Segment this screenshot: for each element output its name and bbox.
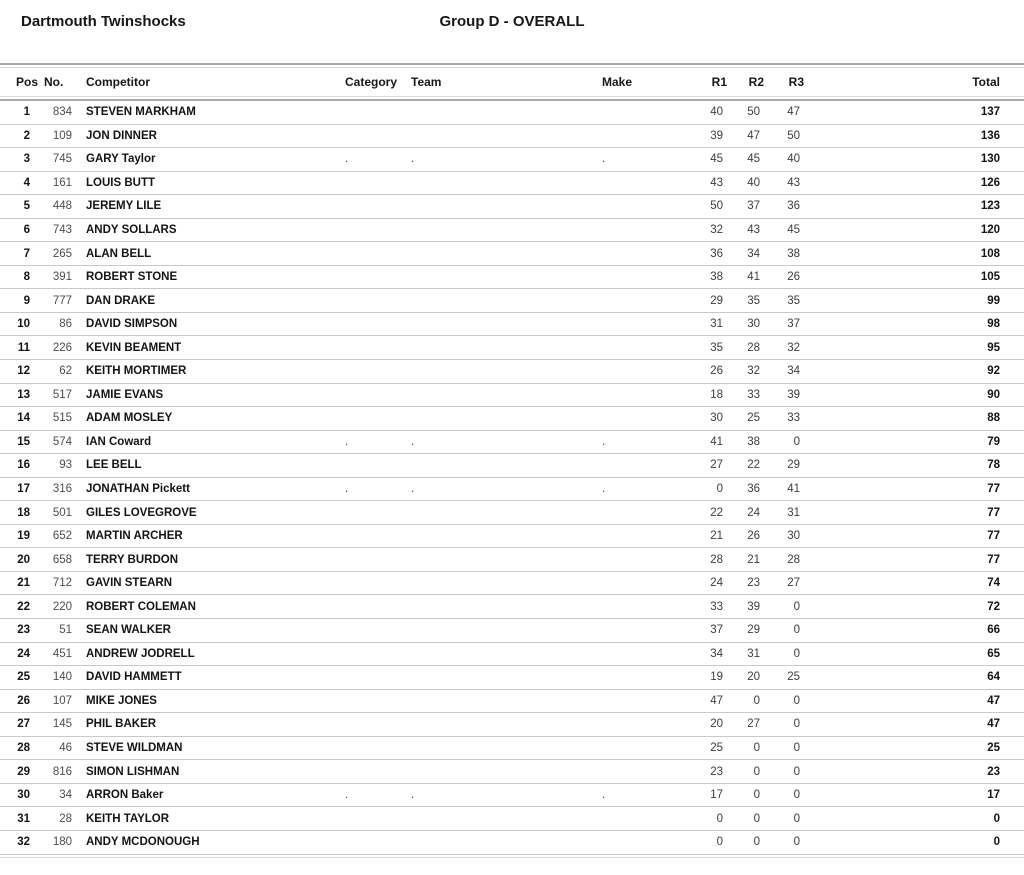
cell-r2: 32: [747, 365, 760, 378]
cell-total: 77: [987, 506, 1000, 519]
table-row: [0, 172, 1024, 196]
cell-r1: 27: [710, 459, 723, 472]
col-header-no: No.: [44, 75, 64, 89]
cell-no: 451: [52, 647, 72, 660]
cell-pos: 25: [17, 671, 30, 684]
cell-r1: 0: [716, 812, 723, 825]
cell-r3: 29: [787, 459, 800, 472]
cell-no: 834: [52, 106, 72, 119]
cell-pos: 15: [17, 435, 30, 448]
cell-competitor: PHIL BAKER: [86, 718, 157, 731]
table-row: [0, 478, 1024, 502]
cell-no: 515: [52, 412, 72, 425]
col-header-competitor: Competitor: [86, 75, 150, 89]
table-row: [0, 831, 1024, 855]
col-header-r1: R1: [711, 75, 727, 89]
cell-pos: 26: [17, 694, 30, 707]
cell-no: 62: [59, 365, 72, 378]
cell-r2: 25: [747, 412, 760, 425]
cell-category: .: [345, 789, 349, 802]
cell-r1: 20: [710, 718, 723, 731]
cell-r3: 47: [787, 106, 800, 119]
cell-total: 105: [980, 271, 1000, 284]
cell-r2: 28: [747, 341, 760, 354]
cell-r1: 41: [710, 435, 723, 448]
cell-r2: 40: [747, 176, 760, 189]
cell-category: .: [345, 153, 349, 166]
cell-competitor: JAMIE EVANS: [86, 388, 164, 401]
table-row: [0, 407, 1024, 431]
cell-no: 180: [52, 836, 72, 849]
cell-r2: 35: [747, 294, 760, 307]
cell-pos: 1: [23, 106, 30, 119]
table-row: [0, 666, 1024, 690]
cell-make: .: [602, 483, 606, 496]
cell-pos: 3: [23, 153, 30, 166]
cell-total: 23: [987, 765, 1000, 778]
cell-total: 77: [987, 553, 1000, 566]
col-header-category: Category: [345, 75, 398, 89]
cell-no: 816: [52, 765, 72, 778]
cell-total: 25: [987, 742, 1000, 755]
cell-pos: 8: [23, 271, 30, 284]
cell-total: 136: [980, 129, 1000, 142]
cell-pos: 10: [17, 318, 30, 331]
cell-r3: 0: [793, 718, 800, 731]
cell-r1: 38: [710, 271, 723, 284]
col-header-pos: Pos: [16, 75, 39, 89]
cell-r1: 31: [710, 318, 723, 331]
table-header-row: [0, 68, 1024, 96]
cell-r3: 38: [787, 247, 800, 260]
cell-competitor: STEVE WILDMAN: [86, 742, 183, 755]
cell-r3: 32: [787, 341, 800, 354]
table-row: [0, 148, 1024, 172]
cell-no: 658: [52, 553, 72, 566]
cell-total: 77: [987, 530, 1000, 543]
cell-no: 501: [52, 506, 72, 519]
table-row: [0, 807, 1024, 831]
cell-r3: 28: [787, 553, 800, 566]
cell-total: 17: [987, 789, 1000, 802]
table-row: [0, 313, 1024, 337]
cell-r2: 38: [747, 435, 760, 448]
cell-no: 107: [52, 694, 72, 707]
cell-pos: 24: [17, 647, 30, 660]
cell-competitor: MIKE JONES: [86, 694, 157, 707]
cell-no: 140: [52, 671, 72, 684]
cell-no: 391: [52, 271, 72, 284]
cell-competitor: JONATHAN Pickett: [86, 483, 190, 496]
cell-r1: 26: [710, 365, 723, 378]
cell-no: 574: [52, 435, 72, 448]
cell-pos: 2: [23, 129, 30, 142]
cell-pos: 30: [17, 789, 30, 802]
cell-competitor: IAN Coward: [86, 435, 152, 448]
cell-r2: 37: [747, 200, 760, 213]
cell-no: 93: [59, 459, 72, 472]
cell-r3: 0: [793, 742, 800, 755]
table-row: [0, 195, 1024, 219]
cell-r2: 27: [747, 718, 760, 731]
club-name: Dartmouth Twinshocks: [21, 13, 186, 30]
cell-no: 712: [52, 577, 72, 590]
cell-r3: 39: [787, 388, 800, 401]
table-row: [0, 219, 1024, 243]
cell-r3: 34: [787, 365, 800, 378]
cell-total: 123: [980, 200, 1000, 213]
cell-r3: 0: [793, 694, 800, 707]
cell-team: .: [411, 435, 415, 448]
cell-r2: 24: [747, 506, 760, 519]
cell-competitor: KEITH TAYLOR: [86, 812, 170, 825]
cell-no: 46: [59, 742, 72, 755]
cell-r3: 0: [793, 600, 800, 613]
cell-r1: 39: [710, 129, 723, 142]
cell-r1: 29: [710, 294, 723, 307]
cell-total: 99: [987, 294, 1000, 307]
table-row: [0, 289, 1024, 313]
cell-r2: 0: [753, 812, 760, 825]
cell-total: 137: [980, 106, 1000, 119]
cell-total: 90: [987, 388, 1000, 401]
results-table-body: [0, 101, 1024, 855]
cell-category: .: [345, 483, 349, 496]
cell-r2: 0: [753, 765, 760, 778]
cell-r3: 0: [793, 624, 800, 637]
cell-competitor: JON DINNER: [86, 129, 157, 142]
cell-competitor: KEITH MORTIMER: [86, 365, 187, 378]
cell-team: .: [411, 789, 415, 802]
cell-no: 86: [59, 318, 72, 331]
cell-total: 0: [993, 812, 1000, 825]
cell-r3: 0: [793, 765, 800, 778]
cell-r1: 17: [710, 789, 723, 802]
cell-pos: 7: [23, 247, 30, 260]
cell-pos: 9: [23, 294, 30, 307]
cell-r3: 0: [793, 435, 800, 448]
cell-r1: 23: [710, 765, 723, 778]
cell-pos: 12: [17, 365, 30, 378]
cell-r3: 0: [793, 836, 800, 849]
cell-r1: 21: [710, 530, 723, 543]
cell-competitor: ANDY MCDONOUGH: [86, 836, 200, 849]
cell-pos: 22: [17, 600, 30, 613]
cell-no: 220: [52, 600, 72, 613]
cell-r1: 30: [710, 412, 723, 425]
cell-no: 109: [52, 129, 72, 142]
cell-r3: 30: [787, 530, 800, 543]
cell-competitor: GILES LOVEGROVE: [86, 506, 197, 519]
cell-total: 64: [987, 671, 1000, 684]
cell-pos: 16: [17, 459, 30, 472]
cell-total: 78: [987, 459, 1000, 472]
cell-r2: 31: [747, 647, 760, 660]
cell-r1: 40: [710, 106, 723, 119]
cell-r1: 28: [710, 553, 723, 566]
cell-pos: 18: [17, 506, 30, 519]
table-row: [0, 125, 1024, 149]
cell-r2: 0: [753, 836, 760, 849]
cell-r3: 36: [787, 200, 800, 213]
cell-competitor: LOUIS BUTT: [86, 176, 155, 189]
table-row: [0, 690, 1024, 714]
cell-category: .: [345, 435, 349, 448]
cell-pos: 13: [17, 388, 30, 401]
cell-no: 517: [52, 388, 72, 401]
table-row: [0, 360, 1024, 384]
cell-competitor: SIMON LISHMAN: [86, 765, 180, 778]
cell-r2: 23: [747, 577, 760, 590]
table-row: [0, 737, 1024, 761]
cell-competitor: LEE BELL: [86, 459, 142, 472]
cell-r2: 39: [747, 600, 760, 613]
cell-r3: 0: [793, 812, 800, 825]
cell-r2: 45: [747, 153, 760, 166]
cell-r3: 35: [787, 294, 800, 307]
table-row: [0, 384, 1024, 408]
cell-pos: 31: [17, 812, 30, 825]
cell-r2: 29: [747, 624, 760, 637]
cell-no: 743: [52, 224, 72, 236]
col-header-total: Total: [972, 75, 1000, 89]
cell-no: 161: [52, 176, 72, 189]
cell-r3: 0: [793, 789, 800, 802]
cell-pos: 11: [17, 341, 30, 354]
cell-total: 47: [987, 694, 1000, 707]
cell-competitor: SEAN WALKER: [86, 624, 171, 637]
cell-r1: 19: [710, 671, 723, 684]
cell-r3: 31: [787, 506, 800, 519]
cell-r2: 0: [753, 742, 760, 755]
cell-make: .: [602, 789, 606, 802]
cell-pos: 4: [23, 176, 30, 189]
cell-r3: 37: [787, 318, 800, 331]
cell-r1: 22: [710, 506, 723, 519]
cell-competitor: KEVIN BEAMENT: [86, 341, 182, 354]
cell-r2: 30: [747, 318, 760, 331]
cell-r2: 34: [747, 247, 760, 260]
table-row: [0, 572, 1024, 596]
cell-team: .: [411, 153, 415, 166]
cell-pos: 17: [17, 483, 30, 496]
cell-pos: 28: [17, 742, 30, 755]
cell-total: 120: [980, 224, 1000, 236]
cell-pos: 23: [17, 624, 30, 637]
table-row: [0, 595, 1024, 619]
cell-r1: 0: [716, 836, 723, 849]
cell-r2: 0: [753, 789, 760, 802]
cell-r1: 35: [710, 341, 723, 354]
cell-competitor: MARTIN ARCHER: [86, 530, 183, 543]
cell-competitor: STEVEN MARKHAM: [86, 106, 196, 119]
cell-total: 77: [987, 483, 1000, 496]
cell-competitor: ROBERT STONE: [86, 271, 178, 284]
cell-r3: 40: [787, 153, 800, 166]
table-row: [0, 101, 1024, 125]
table-row: [0, 266, 1024, 290]
cell-no: 226: [52, 341, 72, 354]
cell-r2: 0: [753, 694, 760, 707]
cell-total: 88: [987, 412, 1000, 425]
cell-no: 265: [52, 247, 72, 260]
cell-competitor: TERRY BURDON: [86, 553, 179, 566]
cell-r2: 26: [747, 530, 760, 543]
table-row: [0, 643, 1024, 667]
cell-competitor: GAVIN STEARN: [86, 577, 173, 590]
cell-r2: 20: [747, 671, 760, 684]
cell-total: 130: [980, 153, 1000, 166]
page-title: Group D - OVERALL: [439, 13, 585, 30]
cell-r2: 36: [747, 483, 760, 496]
cell-total: 98: [987, 318, 1000, 331]
cell-competitor: DAVID SIMPSON: [86, 318, 178, 331]
cell-total: 47: [987, 718, 1000, 731]
cell-r1: 45: [710, 153, 723, 166]
cell-r2: 43: [747, 224, 760, 236]
cell-competitor: ANDY SOLLARS: [86, 224, 177, 236]
col-header-r3: R3: [788, 75, 804, 89]
cell-r2: 21: [747, 553, 760, 566]
cell-r3: 41: [787, 483, 800, 496]
table-row: [0, 431, 1024, 455]
cell-total: 79: [987, 435, 1000, 448]
cell-no: 34: [59, 789, 72, 802]
cell-r2: 22: [747, 459, 760, 472]
cell-r3: 0: [793, 647, 800, 660]
cell-r3: 27: [787, 577, 800, 590]
table-row: [0, 454, 1024, 478]
cell-pos: 21: [17, 577, 30, 590]
cell-total: 74: [987, 577, 1000, 590]
table-row: [0, 501, 1024, 525]
cell-no: 316: [52, 483, 72, 496]
cell-pos: 14: [17, 412, 30, 425]
cell-r2: 47: [747, 129, 760, 142]
cell-total: 108: [980, 247, 1000, 260]
cell-r1: 37: [710, 624, 723, 637]
cell-total: 0: [993, 836, 1000, 849]
cell-total: 65: [987, 647, 1000, 660]
table-row: [0, 619, 1024, 643]
table-row: [0, 336, 1024, 360]
cell-pos: 20: [17, 553, 30, 566]
cell-r2: 50: [747, 106, 760, 119]
cell-r1: 25: [710, 742, 723, 755]
cell-r3: 43: [787, 176, 800, 189]
cell-r2: 41: [747, 271, 760, 284]
cell-r1: 0: [716, 483, 723, 496]
cell-r1: 24: [710, 577, 723, 590]
cell-competitor: DAN DRAKE: [86, 294, 155, 307]
cell-pos: 19: [17, 530, 30, 543]
cell-pos: 29: [17, 765, 30, 778]
cell-pos: 27: [17, 718, 30, 731]
cell-no: 51: [59, 624, 72, 637]
cell-total: 66: [987, 624, 1000, 637]
cell-no: 745: [52, 153, 72, 166]
cell-pos: 6: [23, 224, 30, 236]
cell-r3: 26: [787, 271, 800, 284]
table-bottom-rule: [0, 855, 1024, 858]
cell-r1: 34: [710, 647, 723, 660]
cell-competitor: JEREMY LILE: [86, 200, 162, 213]
cell-competitor: ROBERT COLEMAN: [86, 600, 196, 613]
cell-competitor: ARRON Baker: [86, 789, 164, 802]
cell-pos: 5: [23, 200, 30, 213]
table-row: [0, 525, 1024, 549]
cell-competitor: DAVID HAMMETT: [86, 671, 182, 684]
cell-total: 92: [987, 365, 1000, 378]
cell-r2: 33: [747, 388, 760, 401]
cell-competitor: ANDREW JODRELL: [86, 647, 195, 660]
cell-competitor: GARY Taylor: [86, 153, 156, 166]
cell-make: .: [602, 153, 606, 166]
cell-total: 95: [987, 341, 1000, 354]
col-header-r2: R2: [748, 75, 764, 89]
cell-no: 652: [52, 530, 72, 543]
cell-team: .: [411, 483, 415, 496]
cell-no: 448: [52, 200, 72, 213]
cell-r1: 33: [710, 600, 723, 613]
table-row: [0, 242, 1024, 266]
cell-r1: 32: [710, 224, 723, 236]
titlebar: [0, 0, 1024, 63]
col-header-make: Make: [602, 75, 633, 89]
cell-r1: 36: [710, 247, 723, 260]
cell-competitor: ALAN BELL: [86, 247, 152, 260]
table-row: [0, 784, 1024, 808]
cell-r3: 50: [787, 129, 800, 142]
cell-make: .: [602, 435, 606, 448]
table-row: [0, 548, 1024, 572]
cell-r3: 25: [787, 671, 800, 684]
cell-pos: 32: [17, 836, 30, 849]
cell-no: 777: [52, 294, 72, 307]
cell-r3: 33: [787, 412, 800, 425]
cell-r1: 18: [710, 388, 723, 401]
cell-r3: 45: [787, 224, 800, 236]
cell-r1: 50: [710, 200, 723, 213]
table-row: [0, 713, 1024, 737]
cell-total: 72: [987, 600, 1000, 613]
cell-no: 145: [52, 718, 72, 731]
col-header-team: Team: [411, 75, 442, 89]
cell-r1: 43: [710, 176, 723, 189]
table-row: [0, 760, 1024, 784]
cell-total: 126: [980, 176, 1000, 189]
cell-no: 28: [59, 812, 72, 825]
cell-r1: 47: [710, 694, 723, 707]
cell-competitor: ADAM MOSLEY: [86, 412, 173, 425]
